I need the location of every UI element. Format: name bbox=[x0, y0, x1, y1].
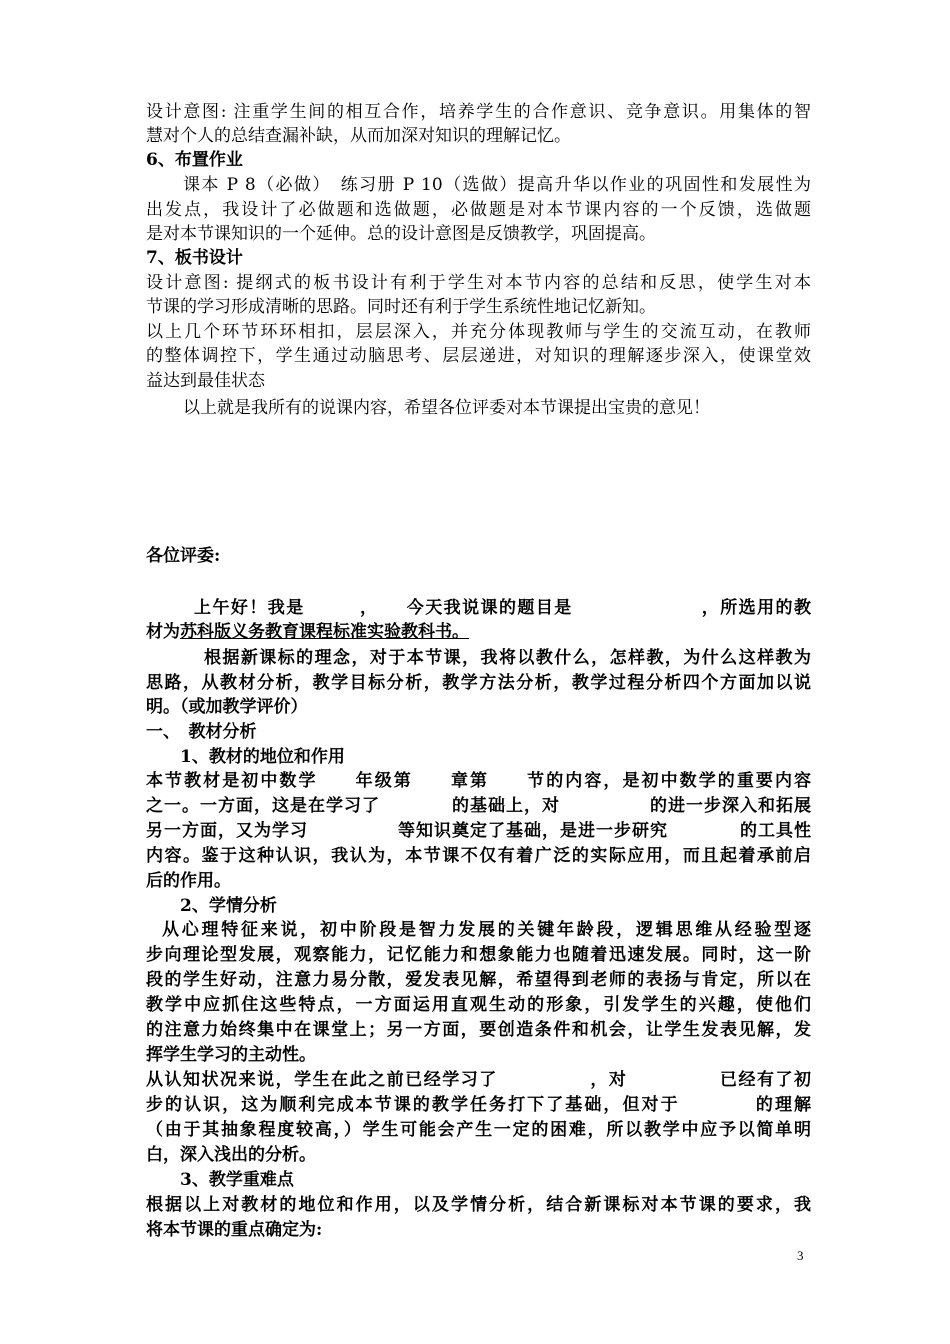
rationale-line-1: 根据新课标的理念，对于本节课，我将以教什么，怎样教，为什么这样教为 bbox=[204, 648, 811, 668]
status-line-2: 之一。一方面，这是在学习了 的基础上，对 的进一步深入和拓展 bbox=[146, 796, 811, 816]
homework-line-3: 是对本节课知识的一个延伸。总的设计意图是反馈教学，巩固提高。 bbox=[146, 224, 656, 244]
intro-line-2-prefix: 材为 bbox=[146, 622, 180, 642]
subsection-status-role: 1、教材的地位和作用 bbox=[180, 747, 345, 767]
rationale-line-2: 思路，从教材分析，教学目标分析，教学方法分析，教学过程分析四个方面加以说 bbox=[146, 673, 811, 693]
cognition-line-3: （由于其抽象程度较高，）学生可能会产生一定的困难，所以教学中应予以简单明 bbox=[146, 1120, 811, 1140]
homework-line-2: 出发点，我设计了必做题和选做题，必做题是对本节课内容的一个反馈，选做题 bbox=[146, 200, 811, 220]
board-design-line-2: 节课的学习形成清晰的思路。同时还有利于学生系统性地记忆新知。 bbox=[146, 297, 656, 317]
learner-line-2: 步向理论型发展，观察能力，记忆能力和想象能力也随着迅速发展。同时，这一阶 bbox=[146, 945, 811, 965]
status-line-1: 本节教材是初中数学 年级第 章第 节的内容，是初中数学的重要内容 bbox=[146, 771, 811, 791]
status-line-3: 另一方面，又为学习 等知识奠定了基础，是进一步研究 的工具性 bbox=[146, 821, 811, 841]
key-points-line-2: 将本节课的重点确定为: bbox=[146, 1220, 323, 1240]
design-intent-line-1: 设计意图: 注重学生间的相互合作，培养学生的合作意识、竞争意识。用集体的智 bbox=[146, 102, 811, 122]
status-line-5: 后的作用。 bbox=[146, 871, 231, 891]
subsection-key-points: 3、教学重难点 bbox=[180, 1170, 294, 1190]
cognition-line-1: 从认知状况来说，学生在此之前已经学习了 ，对 已经有了初 bbox=[146, 1070, 811, 1090]
closing-line: 以上就是我所有的说课内容，希望各位评委对本节课提出宝贵的意见！ bbox=[183, 398, 710, 418]
textbook-name: 苏科版义务教育课程标准实验教科书。 bbox=[180, 622, 469, 642]
heading-board-design: 7、板书设计 bbox=[146, 248, 243, 268]
section-textbook-analysis: 一、 教材分析 bbox=[146, 722, 257, 742]
learner-line-1: 从心理特征来说，初中阶段是智力发展的关键年龄段，逻辑思维从经验型逐 bbox=[162, 920, 811, 940]
summary-line-2: 的整体调控下，学生通过动脑思考、层层递进，对知识的理解逐步深入，使课堂效 bbox=[146, 346, 811, 366]
key-points-line-1: 根据以上对教材的地位和作用，以及学情分析，结合新课标对本节课的要求，我 bbox=[146, 1195, 811, 1215]
learner-line-3: 段的学生好动，注意力易分散，爱发表见解，希望得到老师的表扬与肯定，所以在 bbox=[146, 970, 811, 990]
homework-line-1: 课本 P 8（必做） 练习册 P 10（选做）提高升华以作业的巩固性和发展性为 bbox=[183, 175, 811, 195]
learner-line-6: 挥学生学习的主动性。 bbox=[146, 1045, 316, 1065]
heading-homework: 6、布置作业 bbox=[146, 150, 243, 170]
intro-line-2 bbox=[146, 620, 811, 644]
learner-line-4: 教学中应抓住这些特点，一方面运用直观生动的形象，引发学生的兴趣，使他们 bbox=[146, 995, 811, 1015]
learner-line-5: 的注意力始终集中在课堂上；另一方面，要创造条件和机会，让学生发表见解，发 bbox=[146, 1020, 811, 1040]
page-number: 3 bbox=[797, 1248, 804, 1263]
summary-line-3: 益达到最佳状态 bbox=[146, 371, 265, 391]
status-line-4: 内容。鉴于这种认识，我认为，本节课不仅有着广泛的实际应用，而且起着承前启 bbox=[146, 846, 811, 866]
subsection-learner-analysis: 2、学情分析 bbox=[180, 896, 277, 916]
board-design-line-1: 设计意图: 提纲式的板书设计有利于学生对本节内容的总结和反思，使学生对本 bbox=[146, 273, 811, 293]
rationale-line-3: 明。（或加教学评价） bbox=[146, 697, 308, 717]
intro-line-1: 上午好！我是 ， 今天我说课的题目是 ，所选用的教 bbox=[194, 598, 811, 618]
cognition-line-2: 步的认识，这为顺利完成本节课的教学任务打下了基础，但对于 的理解 bbox=[146, 1095, 811, 1115]
greeting: 各位评委: bbox=[146, 546, 221, 566]
design-intent-line-2: 慧对个人的总结查漏补缺，从而加深对知识的理解记忆。 bbox=[146, 126, 571, 146]
cognition-line-4: 白，深入浅出的分析。 bbox=[146, 1145, 316, 1165]
summary-line-1: 以上几个环节环环相扣，层层深入，并充分体现教师与学生的交流互动，在教师 bbox=[146, 322, 811, 342]
